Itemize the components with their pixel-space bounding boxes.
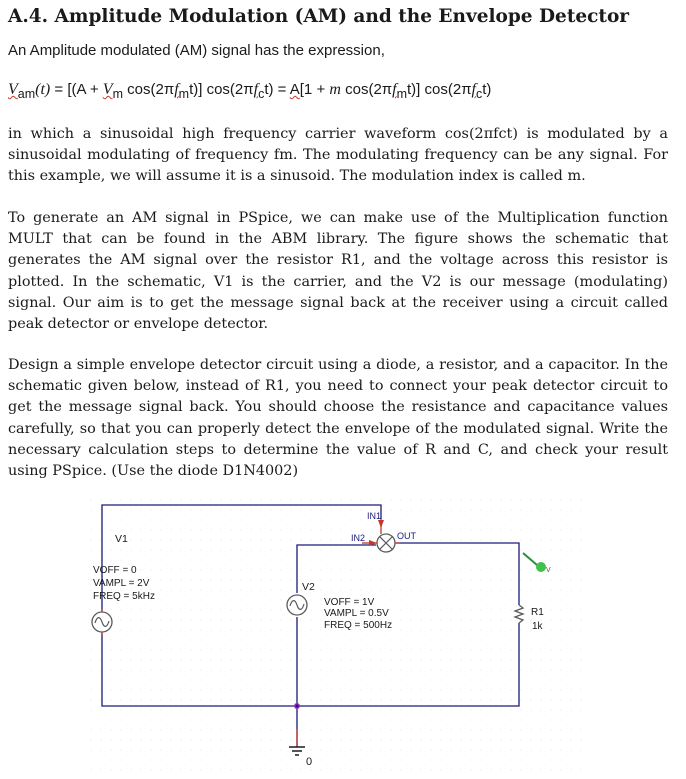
v2-voff: VOFF = 1V bbox=[324, 597, 375, 608]
formula-vm-sub: m bbox=[112, 87, 123, 101]
paragraph-carrier: in which a sinusoidal high frequency carrier waveform cos(2πfct) is modulated by a sinusoidal modulating of frequency fm. The modulating frequency can be any signal. For this example, we will assume it is a sinusoid. The modulation index is called m. bbox=[8, 126, 668, 185]
probe-label: V bbox=[546, 567, 551, 574]
formula-t-2: t) = bbox=[264, 81, 290, 98]
junction-dot bbox=[296, 705, 299, 708]
v1-vampl: VAMPL = 2V bbox=[93, 578, 150, 589]
v1-voff: VOFF = 0 bbox=[93, 565, 137, 576]
paragraph-pspice: To generate an AM signal in PSpice, we can make use of the Multiplication function MULT that can be found in the ABM library. The figure shows the schematic that generates the AM signal over the resistor R1, and the voltage across this resistor is plotted. In the schematic, V1 is the carrier, and the V2 is our message (modulating) signal. Our aim is to get the message signal back at the receiver using a circuit called peak detector or envelope detector. bbox=[8, 210, 668, 333]
am-schematic bbox=[86, 495, 586, 779]
formula-lhs-arg: (t) bbox=[35, 81, 51, 98]
formula-t-1: t)] cos(2π bbox=[189, 81, 254, 98]
mult-in2-label: IN2 bbox=[351, 533, 366, 543]
v2-label: V2 bbox=[302, 581, 315, 593]
formula-fm-2: f bbox=[392, 81, 397, 98]
formula-cos-2: cos(2π bbox=[340, 81, 393, 98]
formula-m: m bbox=[329, 81, 341, 98]
formula-fm-1-sub: m bbox=[178, 87, 190, 101]
v2-freq: FREQ = 500Hz bbox=[324, 620, 393, 631]
mult-out-label: OUT bbox=[397, 531, 416, 541]
formula-vm: V bbox=[102, 81, 113, 98]
r1-value: 1k bbox=[532, 621, 543, 632]
mult-in1-label: IN1 bbox=[367, 511, 382, 521]
probe-head-icon bbox=[536, 562, 546, 572]
formula-lhs-sub: am bbox=[17, 87, 36, 101]
formula-fm-2-sub: m bbox=[396, 87, 408, 101]
v1-freq: FREQ = 5kHz bbox=[93, 591, 155, 602]
formula-fm-1: f bbox=[174, 81, 179, 98]
formula-fc-1-sub: c bbox=[258, 87, 265, 101]
formula-t-4: t) bbox=[482, 81, 492, 98]
v2-vampl: VAMPL = 0.5V bbox=[324, 608, 389, 619]
formula-fc-2-sub: c bbox=[476, 87, 483, 101]
intro-text: An Amplitude modulated (AM) signal has the expression, bbox=[8, 42, 385, 59]
formula-fc-1: f bbox=[253, 81, 259, 98]
schematic-grid bbox=[86, 495, 586, 779]
v1-label: V1 bbox=[115, 533, 128, 545]
formula-part-1: = [(A + bbox=[50, 81, 103, 98]
formula-lhs: V bbox=[8, 81, 18, 98]
formula-cos-1: cos(2π bbox=[123, 81, 175, 98]
formula-t-3: t)] cos(2π bbox=[407, 81, 472, 98]
formula-bracket: [1 + bbox=[299, 81, 330, 98]
formula-fc-2: f bbox=[471, 81, 476, 98]
formula-a: A bbox=[289, 81, 300, 98]
ground-label: 0 bbox=[306, 756, 313, 768]
section-heading: A.4. Amplitude Modulation (AM) and the Envelope Detector bbox=[8, 6, 630, 27]
am-formula bbox=[8, 81, 491, 101]
r1-label: R1 bbox=[531, 607, 544, 618]
paragraph-design-task: Design a simple envelope detector circuit using a diode, a resistor, and a capacitor. In the schematic given below, instead of R1, you need to connect your peak detector circuit to get the message signal back. You should choose the resistance and capacitance values carefully, so that you can properly detect the envelope of the modulated signal. Write the necessary calculation steps to determine the value of R and C, and check your result using PSpice. (Use the diode D1N4002) bbox=[8, 357, 668, 480]
